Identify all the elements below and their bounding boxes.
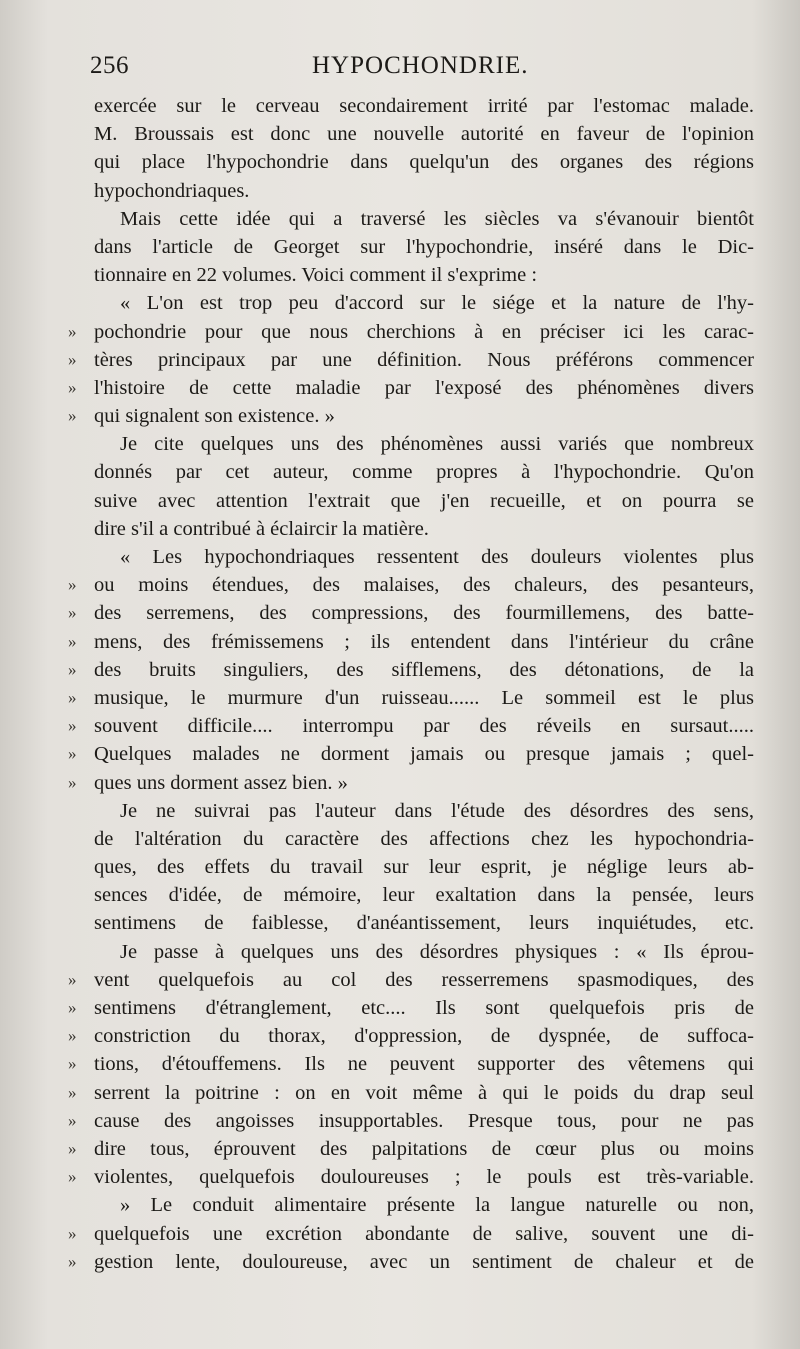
text-line: [68, 1107, 754, 1135]
guillemet-margin-mark: »: [68, 1026, 77, 1046]
guillemet-margin-mark: »: [68, 1110, 77, 1130]
text-line-content: sentimens d'étranglement, etc.... Ils sont quelquefois pris de: [94, 997, 754, 1019]
guillemet-margin-mark: »: [68, 1054, 77, 1074]
guillemet-margin-mark: »: [68, 969, 77, 989]
text-line: [94, 261, 754, 289]
text-line: [68, 1163, 754, 1191]
text-line: [68, 1248, 754, 1276]
text-line: [94, 1191, 754, 1219]
body-text: [68, 92, 754, 1276]
guillemet-margin-mark: »: [68, 1251, 77, 1271]
guillemet-margin-mark: »: [68, 659, 77, 679]
text-line-content: suive avec attention l'extrait que j'en recueille, et on pourra se: [94, 489, 754, 512]
guillemet-margin-mark: »: [68, 998, 77, 1017]
text-line: [68, 684, 754, 712]
text-line: [68, 571, 754, 599]
guillemet-margin-mark: »: [68, 631, 77, 651]
text-line: [94, 289, 754, 317]
text-line-content: serrent la poitrine : on en voit même à qui le poids du drap seul: [94, 1081, 754, 1104]
text-line: [94, 825, 754, 853]
text-line: [68, 628, 754, 656]
text-line: [68, 1220, 754, 1248]
text-line: [68, 346, 754, 374]
guillemet-margin-mark: »: [68, 744, 77, 764]
guillemet-margin-mark: »: [68, 321, 77, 341]
text-line: [68, 966, 754, 994]
text-line: [68, 318, 754, 346]
text-line: [94, 543, 754, 571]
text-line-content: quelquefois une excrétion abondante de salive, souvent une di-: [94, 1222, 754, 1245]
text-line-content: « Les hypochondriaques ressentent des douleurs violentes plus: [120, 546, 754, 568]
text-line-content: Je ne suivrai pas l'auteur dans l'étude des désordres des sens,: [120, 799, 754, 822]
text-line: [94, 430, 754, 458]
text-line-content: hypochondriaques.: [94, 179, 250, 202]
text-line-content: violentes, quelquefois douloureuses ; le pouls est très-variable.: [94, 1166, 754, 1189]
text-line: [94, 92, 754, 120]
text-line: [94, 487, 754, 515]
guillemet-margin-mark: »: [68, 377, 77, 397]
text-line-content: Mais cette idée qui a traversé les siècles va s'évanouir bientôt: [120, 207, 754, 230]
text-line: [68, 402, 754, 430]
text-line-content: M. Broussais est donc une nouvelle autorité en faveur de l'opinion: [94, 123, 754, 146]
text-line: [94, 853, 754, 881]
text-line-content: dans l'article de Georget sur l'hypochondrie, inséré dans le Dic-: [94, 235, 754, 258]
text-line: [94, 881, 754, 909]
guillemet-margin-mark: »: [68, 406, 77, 426]
text-line-content: ques uns dorment assez bien. »: [94, 771, 348, 794]
page-header: [90, 52, 770, 88]
text-line: [94, 458, 754, 486]
text-line-content: pochondrie pour que nous cherchions à en préciser ici les carac-: [94, 320, 754, 343]
text-line-content: tionnaire en 22 volumes. Voici comment il s'exprime :: [94, 264, 538, 287]
text-line-content: constriction du thorax, d'oppression, de dyspnée, de suffoca-: [94, 1025, 754, 1048]
text-line: [68, 1079, 754, 1107]
text-line-content: mens, des frémissemens ; ils entendent dans l'intérieur du crâne: [94, 630, 754, 653]
text-line: [68, 769, 754, 797]
guillemet-margin-mark: »: [68, 349, 77, 369]
text-line-content: qui signalent son existence. »: [94, 405, 335, 428]
text-line-content: ou moins étendues, des malaises, des chaleurs, des pesanteurs,: [94, 574, 754, 597]
text-line: [94, 515, 754, 543]
text-line-content: qui place l'hypochondrie dans quelqu'un des organes des régions: [94, 151, 754, 174]
guillemet-margin-mark: »: [68, 687, 77, 707]
text-line-content: sences d'idée, de mémoire, leur exaltation dans la pensée, leurs: [94, 884, 754, 907]
guillemet-margin-mark: »: [68, 772, 77, 792]
text-line-content: « L'on est trop peu d'accord sur le siége et la nature de l'hy-: [120, 292, 754, 315]
text-line-content: » Le conduit alimentaire présente la langue naturelle ou non,: [120, 1194, 754, 1217]
text-line-content: gestion lente, douloureuse, avec un sentiment de chaleur et de: [94, 1250, 754, 1273]
text-line: [68, 599, 754, 627]
guillemet-margin-mark: »: [68, 1167, 77, 1187]
text-line: [94, 177, 754, 205]
text-line: [94, 205, 754, 233]
text-line-content: Je cite quelques uns des phénomènes aussi variés que nombreux: [120, 433, 754, 456]
text-line-content: exercée sur le cerveau secondairement irrité par l'estomac malade.: [94, 95, 754, 117]
text-line-content: des serremens, des compressions, des fourmillemens, des batte-: [94, 602, 754, 625]
text-line: [68, 1135, 754, 1163]
text-line: [68, 994, 754, 1022]
text-line-content: ques, des effets du travail sur leur esprit, je néglige leurs ab-: [94, 856, 754, 879]
text-line-content: dire tous, éprouvent des palpitations de cœur plus ou moins: [94, 1137, 754, 1160]
text-line-content: dire s'il a contribué à éclaircir la matière.: [94, 517, 429, 540]
text-line: [68, 740, 754, 768]
text-line: [68, 712, 754, 740]
text-line-content: donnés par cet auteur, comme propres à l'hypochondrie. Qu'on: [94, 461, 754, 484]
text-line-content: de l'altération du caractère des affections chez les hypochondria-: [94, 827, 754, 850]
text-line: [68, 1050, 754, 1078]
text-line: [94, 797, 754, 825]
text-line-content: des bruits singuliers, des sifflemens, des détonations, de la: [94, 658, 754, 681]
text-line-content: vent quelquefois au col des resserremens spasmodiques, des: [94, 968, 754, 991]
text-line-content: Quelques malades ne dorment jamais ou presque jamais ; quel-: [94, 743, 754, 766]
text-line-content: l'histoire de cette maladie par l'exposé des phénomènes divers: [94, 376, 754, 399]
guillemet-margin-mark: »: [68, 1082, 77, 1102]
guillemet-margin-mark: »: [68, 1223, 77, 1243]
text-line: [94, 938, 754, 966]
guillemet-margin-mark: »: [68, 603, 77, 623]
running-title: HYPOCHONDRIE.: [312, 52, 529, 79]
text-line-content: sentimens de faiblesse, d'anéantissement, leurs inquiétudes, etc.: [94, 912, 754, 935]
text-line-content: tions, d'étouffemens. Ils ne peuvent supporter des vêtemens qui: [94, 1053, 754, 1076]
text-line: [94, 909, 754, 937]
guillemet-margin-mark: »: [68, 575, 77, 595]
text-line-content: souvent difficile.... interrompu par des réveils en sursaut.....: [94, 715, 754, 738]
text-line: [68, 1022, 754, 1050]
guillemet-margin-mark: »: [68, 716, 77, 736]
text-line: [94, 233, 754, 261]
text-line-content: musique, le murmure d'un ruisseau...... Le sommeil est le plus: [94, 686, 754, 709]
text-line: [94, 148, 754, 176]
guillemet-margin-mark: »: [68, 1138, 77, 1158]
text-line: [68, 656, 754, 684]
text-line-content: cause des angoisses insupportables. Presque tous, pour ne pas: [94, 1109, 754, 1132]
page-number: 256: [90, 52, 129, 79]
text-line: [68, 374, 754, 402]
text-line-content: tères principaux par une définition. Nous préférons commencer: [94, 348, 754, 371]
text-line-content: Je passe à quelques uns des désordres physiques : « Ils éprou-: [120, 940, 754, 963]
text-line: [94, 120, 754, 148]
